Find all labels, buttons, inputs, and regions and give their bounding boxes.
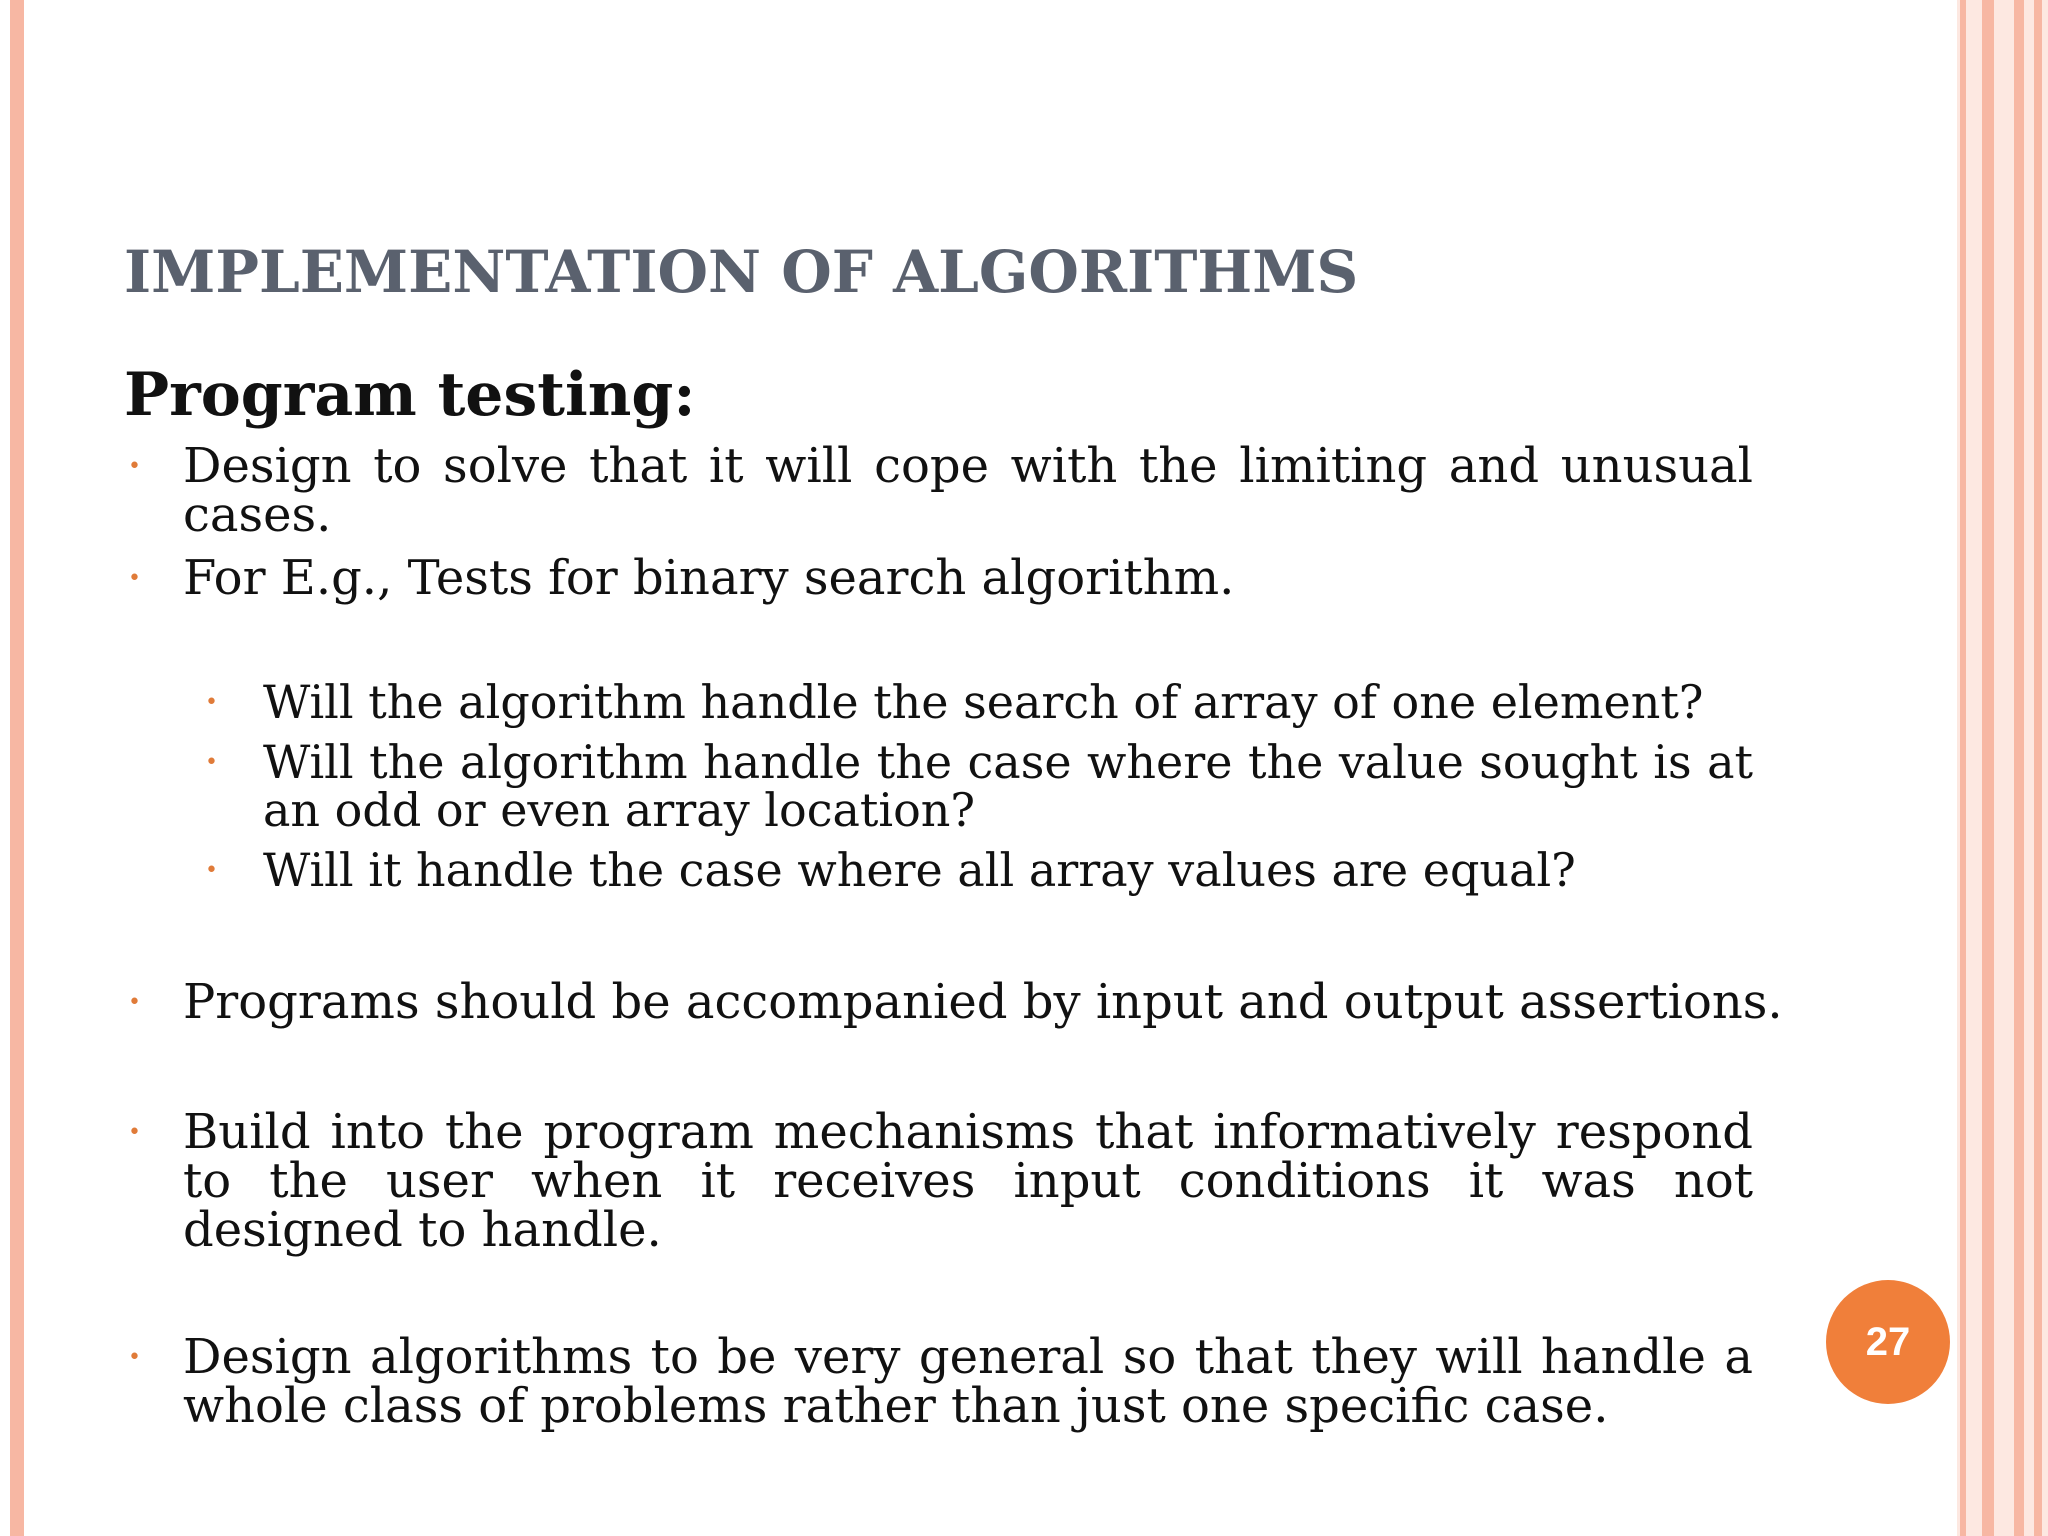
sub-bullet-item — [205, 735, 1753, 837]
bullet-item — [128, 438, 1753, 543]
sub-bullet-text: Will the algorithm handle the search of array of one element? — [263, 675, 1704, 729]
page-number-badge: 27 — [1826, 1280, 1950, 1404]
bullet-item — [128, 550, 1753, 606]
sub-bullet-item — [205, 675, 1753, 729]
bullet-text: Build into the program mechanisms that informatively respond to the user when it receives input conditions it was not designed to handle. — [183, 1104, 1753, 1258]
left-decorative-stripe — [10, 0, 24, 1536]
bullet-text: Design algorithms to be very general so that they will handle a whole class of problems rather than just one specific case. — [183, 1329, 1753, 1434]
bullet-item — [128, 1104, 1753, 1258]
bullet-item — [128, 1329, 1753, 1434]
sub-bullet-text: Will it handle the case where all array values are equal? — [263, 843, 1576, 897]
right-stripe-line — [2034, 0, 2042, 1536]
right-stripe-line — [1982, 0, 1994, 1536]
bullet-text: Design to solve that it will cope with the limiting and unusual cases. — [183, 438, 1753, 543]
bullet-icon: • — [128, 454, 141, 479]
sub-bullet-icon: • — [205, 750, 218, 775]
bullet-icon: • — [128, 1120, 141, 1145]
right-stripe-line — [1960, 0, 1966, 1536]
sub-bullet-item — [205, 843, 1753, 897]
sub-bullet-icon: • — [205, 858, 218, 883]
bullet-icon: • — [128, 566, 141, 591]
bullet-text: Programs should be accompanied by input and output assertions. — [183, 974, 1783, 1030]
right-stripe-line — [2014, 0, 2024, 1536]
section-heading: Program testing: — [124, 360, 696, 430]
bullet-icon: • — [128, 990, 141, 1015]
sub-bullet-icon: • — [205, 690, 218, 715]
slide-title: IMPLEMENTATION OF ALGORITHMS — [124, 238, 1359, 306]
bullet-text: For E.g., Tests for binary search algorithm. — [183, 550, 1235, 606]
sub-bullet-text: Will the algorithm handle the case where the value sought is at an odd or even array location? — [263, 735, 1753, 837]
bullet-item — [128, 974, 1783, 1030]
bullet-icon: • — [128, 1345, 141, 1370]
